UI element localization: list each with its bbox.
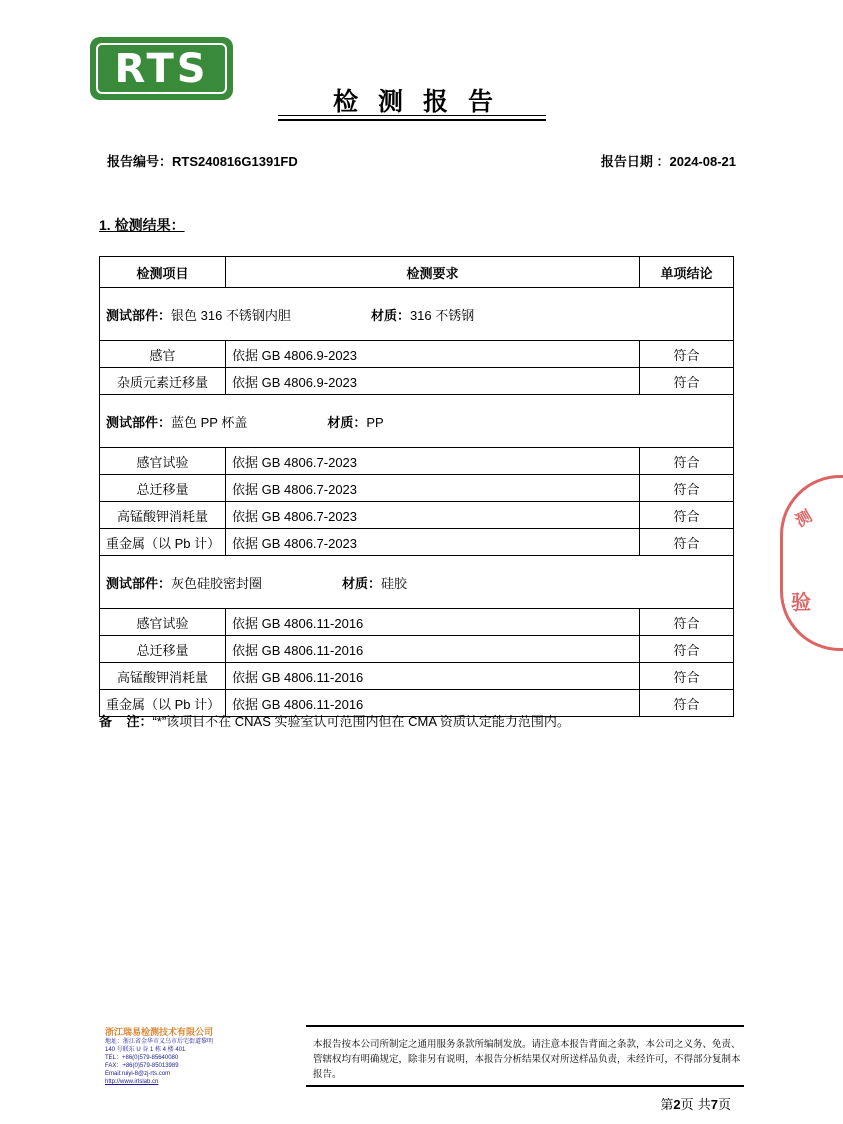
part-cell [100,288,734,341]
conclusion-cell: 符合 [640,609,734,636]
test-item-cell: 总迁移量 [100,475,226,502]
results-table [99,256,734,717]
report-number [107,151,298,170]
part-label: 测试部件： [106,307,172,323]
part-cell [100,395,734,448]
report-date [601,151,736,170]
part-value: 灰色硅胶密封圈 [171,575,263,591]
page-prefix: 第 [660,1098,674,1113]
requirement-cell: 依据 GB 4806.11-2016 [226,636,640,663]
material-value: PP [366,414,384,430]
section-title: 1. 检测结果： [99,217,185,233]
conclusion-cell: 符合 [640,529,734,556]
company-address-2: 140 号联东 U 谷 1 栋 4 楼 401 [105,1047,186,1053]
stamp-text-top: 测 [792,507,816,531]
company-info [105,1027,213,1086]
requirement-cell: 依据 GB 4806.11-2016 [226,609,640,636]
remark [99,711,570,730]
page-current: 2 [673,1097,681,1112]
page-number [660,1094,731,1113]
material-label: 材质： [327,414,367,430]
requirement-cell: 依据 GB 4806.11-2016 [226,663,640,690]
test-item-cell: 感官试验 [100,609,226,636]
table-row [100,609,734,636]
report-number-label: 报告编号： [107,154,173,169]
table-row [100,341,734,368]
disclaimer-bottom-rule [306,1085,744,1087]
material-value: 316 不锈钢 [409,307,475,323]
header-test-item: 检测项目 [100,257,226,288]
requirement-cell: 依据 GB 4806.9-2023 [226,368,640,395]
material-label: 材质： [342,575,382,591]
title-underline-thick [278,119,546,121]
conclusion-cell: 符合 [640,690,734,717]
header-requirement: 检测要求 [226,257,640,288]
test-item-cell: 高锰酸钾消耗量 [100,502,226,529]
requirement-cell: 依据 GB 4806.7-2023 [226,475,640,502]
company-logo [90,37,233,100]
conclusion-cell: 符合 [640,475,734,502]
company-url-link[interactable]: http://www.irtslab.cn [105,1079,159,1085]
table-row [100,529,734,556]
test-item-cell: 重金属（以 Pb 计） [100,529,226,556]
requirement-cell: 依据 GB 4806.7-2023 [226,529,640,556]
conclusion-cell: 符合 [640,663,734,690]
part-value: 蓝色 PP 杯盖 [171,414,248,430]
header-conclusion: 单项结论 [640,257,734,288]
test-item-cell: 总迁移量 [100,636,226,663]
logo-text: RTS [96,43,227,94]
test-item-cell: 高锰酸钾消耗量 [100,663,226,690]
conclusion-cell: 符合 [640,368,734,395]
title-underline [278,115,546,116]
page-title: 检测报告 [332,87,513,116]
stamp-text-bottom: 验 [791,592,811,614]
remark-text: “*”该项目不在 CNAS 实验室认可范围内但在 CMA 资质认定能力范围内。 [152,714,570,729]
company-name: 浙江瑞易检测技术有限公司 [105,1027,214,1037]
part-label: 测试部件： [106,575,172,591]
table-row [100,636,734,663]
part-row [100,556,734,609]
test-item-cell: 杂质元素迁移量 [100,368,226,395]
part-row [100,395,734,448]
report-date-label: 报告日期 ： [600,154,670,169]
requirement-cell: 依据 GB 4806.9-2023 [226,341,640,368]
company-fax: FAX：+86(0)579-85013989 [105,1063,179,1069]
remark-label: 备 注： [99,714,153,729]
requirement-cell: 依据 GB 4806.7-2023 [226,448,640,475]
conclusion-cell: 符合 [640,502,734,529]
disclaimer-top-rule [306,1025,744,1027]
company-address: 地址：浙江省金华市义乌市后宅街道黎明 [105,1039,214,1045]
part-row [100,288,734,341]
page-middle: 页 共 [680,1098,711,1113]
disclaimer-text: 本报告按本公司所制定之通用服务条款所编制发放。请注意本报告背面之条款，本公司之义务、免责、管辖权均有明确规定，除非另有说明，本报告分析结果仅对所送样品负责，未经许可，不得部分复制本报告。 [313,1039,741,1080]
company-tel: TEL：+86(0)579-85640080 [105,1055,179,1061]
test-item-cell: 感官试验 [100,448,226,475]
table-row [100,475,734,502]
company-email: Email:ruiyi-8@zj-rts.com [105,1071,171,1077]
material-label: 材质： [370,307,410,323]
conclusion-cell: 符合 [640,448,734,475]
part-value: 银色 316 不锈钢内胆 [171,307,291,323]
report-number-value: RTS240816G1391FD [172,154,298,169]
material-value: 硅胶 [381,575,408,591]
requirement-cell: 依据 GB 4806.7-2023 [226,502,640,529]
part-label: 测试部件： [106,414,172,430]
table-row [100,663,734,690]
report-date-value: 2024-08-21 [669,154,736,169]
seal-stamp [780,475,843,651]
table-header-row [100,257,734,288]
part-cell [100,556,734,609]
table-row [100,448,734,475]
table-row [100,502,734,529]
page-suffix: 页 [717,1098,731,1113]
table-row [100,368,734,395]
requirement-cell: 依据 GB 4806.11-2016 [226,690,640,717]
test-item-cell: 感官 [100,341,226,368]
conclusion-cell: 符合 [640,341,734,368]
test-item-cell: 重金属（以 Pb 计） [100,690,226,717]
page-total: 7 [710,1097,718,1112]
conclusion-cell: 符合 [640,636,734,663]
